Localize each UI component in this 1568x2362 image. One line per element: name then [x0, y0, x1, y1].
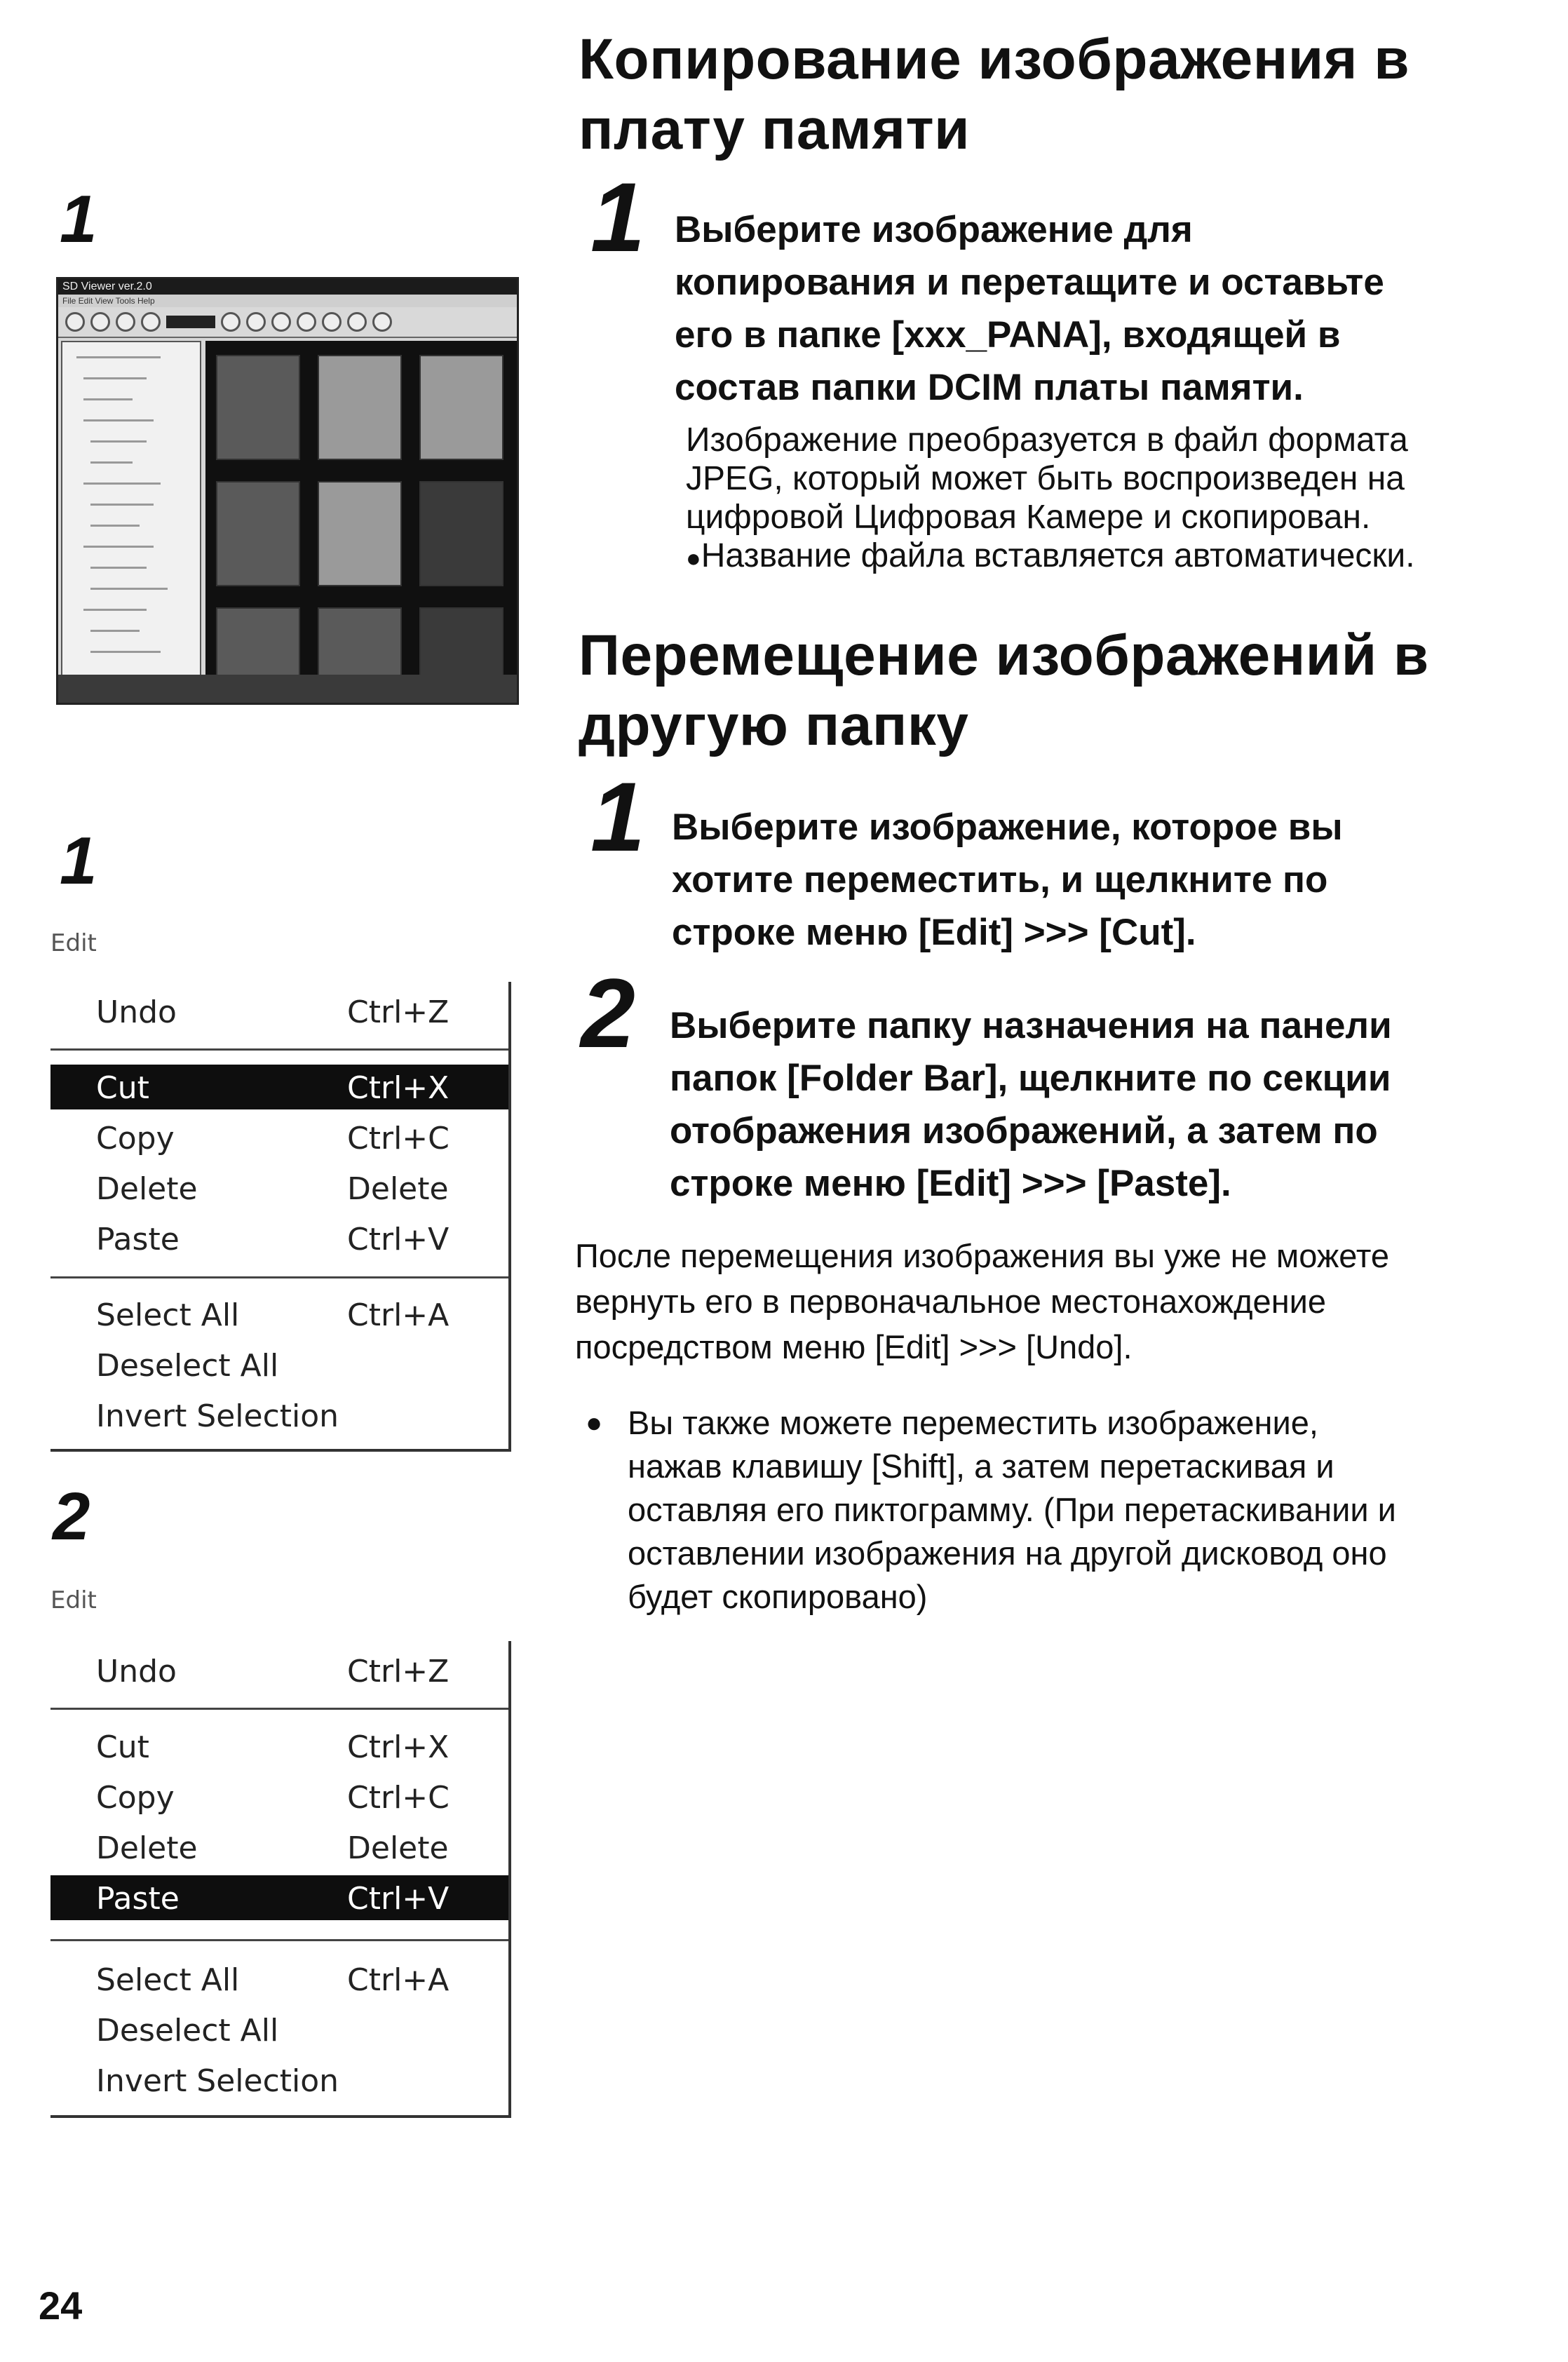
menu-item-select-all[interactable]: Select All Ctrl+A: [96, 1297, 450, 1333]
thumbnail: [318, 355, 402, 460]
menu-item-invert-selection[interactable]: Invert Selection: [96, 2063, 339, 2099]
bullet-icon: ●: [586, 1408, 603, 1438]
thumbnail-area: [205, 341, 518, 705]
menu-item-copy[interactable]: Copy Ctrl+C: [96, 1121, 450, 1156]
toolbar-block: [166, 316, 215, 328]
step-number: 2: [53, 1479, 90, 1554]
thumbnail: [318, 481, 402, 586]
toolbar-icon: [372, 312, 392, 332]
move-bullet: ● Вы также можете переместить изображение, нажав клавишу [Shift], а затем перетаскивая и оставляя его пиктограмму. (При перетаскивании и оставлении изображения на другой дисковод оно будет скопировано): [586, 1401, 1560, 1619]
toolbar-icon: [322, 312, 342, 332]
edit-menu-label: Edit: [50, 1586, 97, 1614]
toolbar-icon: [116, 312, 135, 332]
page-number: 24: [39, 2283, 83, 2328]
edit-menu-label: Edit: [50, 929, 97, 957]
window-menubar: File Edit View Tools Help: [58, 295, 517, 307]
step-number: 1: [590, 162, 645, 272]
menu-item-select-all[interactable]: Select All Ctrl+A: [96, 1962, 450, 1998]
move-step-2: Выберите папку назначения на панели папок [Folder Bar], щелкните по секции отображения изображений, а затем по строке меню [Edit] >>> [Paste].: [670, 1005, 1392, 1204]
step-number: 1: [60, 823, 97, 898]
status-bar: [58, 675, 517, 703]
step-number: 2: [581, 958, 635, 1068]
step-number: 1: [590, 762, 645, 872]
menu-item-delete[interactable]: Delete Delete: [96, 1171, 449, 1207]
toolbar-icon: [246, 312, 266, 332]
menu-item-copy[interactable]: Copy Ctrl+C: [96, 1780, 450, 1816]
menu-item-undo[interactable]: Undo Ctrl+Z: [96, 1654, 450, 1689]
move-note: После перемещения изображения вы уже не можете вернуть его в первоначальное местонахождение посредством меню [Edit] >>> [Undo].: [575, 1237, 1389, 1365]
toolbar-icon: [271, 312, 291, 332]
menu-item-invert-selection[interactable]: Invert Selection: [96, 1398, 339, 1434]
menu-item-deselect-all[interactable]: Deselect All: [96, 2013, 279, 2049]
thumbnail: [216, 355, 300, 460]
toolbar-icon: [221, 312, 241, 332]
menu-item-deselect-all[interactable]: Deselect All: [96, 1348, 279, 1384]
toolbar-icon: [347, 312, 367, 332]
thumbnail: [216, 481, 300, 586]
thumbnail: [419, 355, 503, 460]
toolbar-icon: [65, 312, 85, 332]
menu-item-paste[interactable]: Paste Ctrl+V: [96, 1222, 450, 1257]
step-number: 1: [60, 182, 97, 257]
thumbnail: [419, 481, 503, 586]
move-step-1: Выберите изображение, которое вы хотите переместить, и щелкните по строке меню [Edit] >>> [Cut].: [672, 807, 1343, 953]
menu-item-paste[interactable]: Paste Ctrl+V: [50, 1875, 511, 1920]
toolbar-icon: [141, 312, 161, 332]
menu-item-undo[interactable]: Undo Ctrl+Z: [96, 994, 450, 1030]
toolbar-icon: [297, 312, 316, 332]
sd-viewer-screenshot: [56, 277, 519, 705]
copy-description: Изображение преобразуется в файл формата JPEG, который может быть воспроизведен на цифровой Цифровая Камере и скопирован. ●Название файла вставляется автоматически.: [686, 421, 1415, 574]
section-title-copy: Копирование изображения в плату памяти: [579, 27, 1410, 161]
menu-item-cut[interactable]: Cut Ctrl+X: [96, 1729, 450, 1765]
folder-tree: [61, 341, 201, 705]
toolbar-icon: [90, 312, 110, 332]
menu-item-cut[interactable]: Cut Ctrl+X: [50, 1065, 511, 1109]
bullet-icon: ●: [686, 544, 701, 572]
edit-menu-cut: [50, 982, 511, 1452]
window-title: SD Viewer ver.2.0: [58, 279, 517, 295]
copy-instruction: Выберите изображение для копирования и перетащите и оставьте его в папке [xxx_PANA], входящей в состав папки DCIM платы памяти.: [675, 209, 1384, 408]
menu-item-delete[interactable]: Delete Delete: [96, 1830, 449, 1866]
section-title-move: Перемещение изображений в другую папку: [579, 623, 1429, 757]
window-toolbar: [58, 307, 517, 338]
edit-menu-paste: [50, 1641, 511, 2118]
